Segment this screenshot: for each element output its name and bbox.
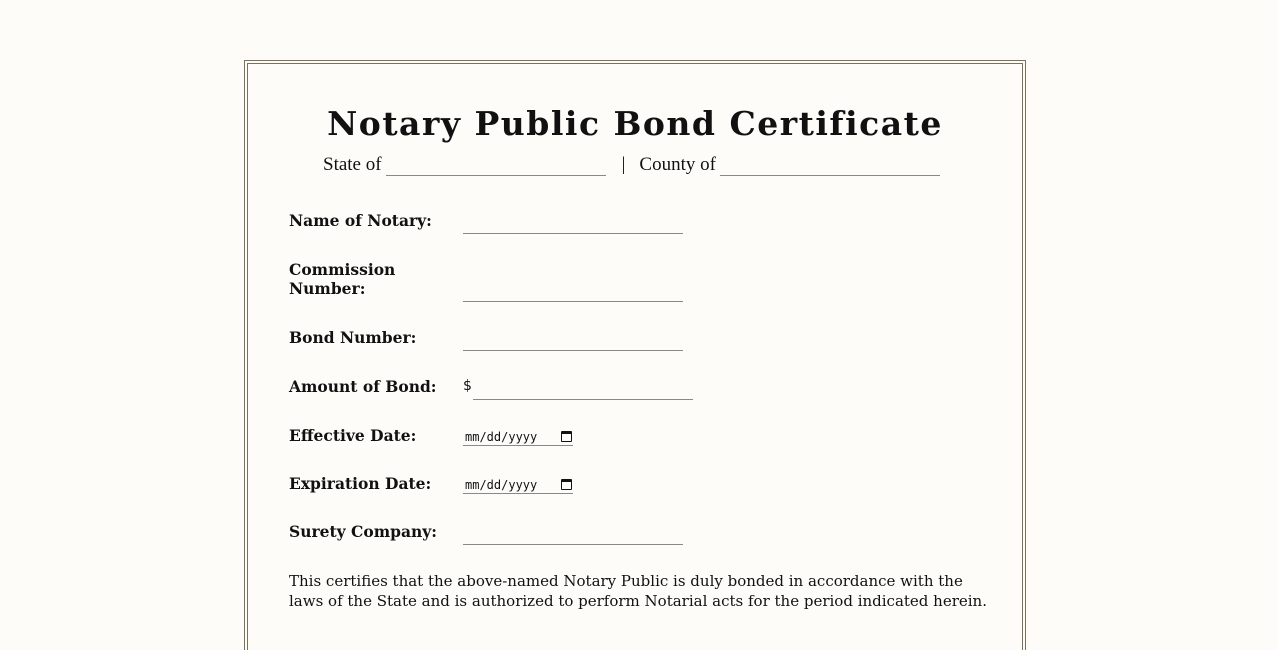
- bond-number-field[interactable]: [463, 328, 683, 351]
- expiration-date-placeholder: mm/dd/yyyy: [465, 477, 538, 492]
- expiration-date-input[interactable]: [463, 476, 573, 494]
- amount-of-bond-label: Amount of Bond:: [289, 377, 437, 396]
- page-title: Notary Public Bond Certificate: [327, 104, 943, 143]
- surety-company-label: Surety Company:: [289, 522, 438, 541]
- county-label: County of: [639, 154, 716, 175]
- jurisdiction-line: [323, 154, 940, 176]
- amount-of-bond-field[interactable]: [473, 377, 693, 400]
- jurisdiction-separator: |: [621, 154, 626, 175]
- expiration-date-label: Expiration Date:: [289, 474, 432, 493]
- currency-symbol: $: [463, 378, 472, 394]
- bond-number-label: Bond Number:: [289, 328, 417, 347]
- calendar-icon[interactable]: [561, 479, 572, 490]
- state-field[interactable]: [386, 154, 606, 176]
- state-label: State of: [323, 154, 382, 175]
- county-field[interactable]: [720, 154, 940, 176]
- certificate-frame: [244, 60, 1026, 650]
- effective-date-placeholder: mm/dd/yyyy: [465, 429, 538, 444]
- effective-date-label: Effective Date:: [289, 426, 417, 445]
- commission-number-label: Commission Number:: [289, 260, 396, 298]
- surety-company-field[interactable]: [463, 522, 683, 545]
- certification-statement: This certifies that the above-named Notary Public is duly bonded in accordance with the laws of the State and is authorized to perform Notarial acts for the period indicated herein.: [289, 572, 987, 610]
- commission-number-field[interactable]: [463, 279, 683, 302]
- name-of-notary-field[interactable]: [463, 211, 683, 234]
- calendar-icon[interactable]: [561, 431, 572, 442]
- name-of-notary-label: Name of Notary:: [289, 211, 432, 230]
- effective-date-input[interactable]: [463, 428, 573, 446]
